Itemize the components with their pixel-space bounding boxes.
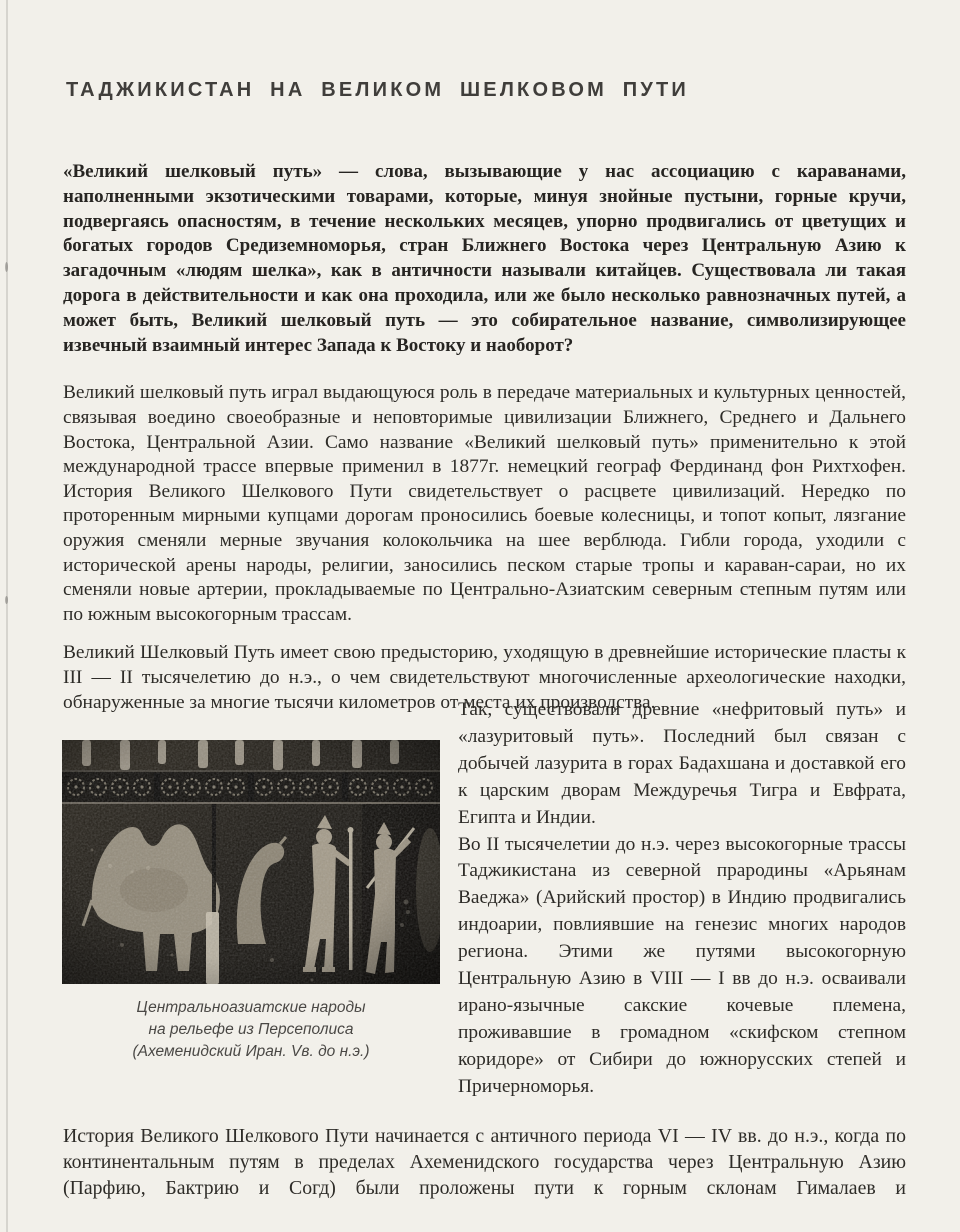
paragraph-intro: «Великий шелковый путь» — слова, вызывающие у нас ассоциацию с караванами, наполненными экзотическими товарами, которые, минуя знойные пустыни, горные кручи, подвергаясь опасностям, в течение нескольких месяцев, упорно продвигались от цветущих и богатых городов Средиземноморья, стран Ближнего Востока через Центральную Азию к загадочным «людям шелка», как в античности называли китайцев. Существовала ли такая дорога в действительности и как она проходила, или же было несколько равнозначных путей, а может быть, Великий шелковый путь — это собирательное название, символизирующее извечный взаимный интерес Запада к Востоку и наоборот? <box>63 161 906 356</box>
text-column-right <box>458 697 906 1101</box>
vignette-overlay <box>62 740 440 984</box>
caption-line: Центральноазиатские народы <box>136 999 366 1016</box>
scan-speck <box>5 262 8 272</box>
paragraph-prehistory: Великий Шелковый Путь имеет свою предысторию, уходящую в древнейшие исторические пласты к III — II тысячелетию до н.э., о чем свидетельствуют многочисленные археологические находки, обнаруженные за многие тысячи километров от места их производства. <box>63 642 906 713</box>
paragraph-jade-lapis: Так, существовали древние «нефритовый путь» и «лазуритовый путь». Последний был связан с добычей лазурита в горах Бадахшана и доставкой его к царским дворам Междуречья Тигра и Евфрата, Египта и Индии. <box>458 699 906 828</box>
caption-line: на рельефе из Персеполиса <box>148 1021 354 1038</box>
paragraph-antique-period: История Великого Шелкового Пути начинается с античного периода VI — IV вв. до н.э., когда по континентальным путям в пределах Ахеменидского государства через Центральную Азию (Парфию, Бактрию и Согд) были проложены пути к горным склонам Гималаев и <box>63 1124 906 1200</box>
scan-edge-artifact <box>6 0 8 1232</box>
persepolis-relief-photo <box>62 740 440 984</box>
paragraph-history: Великий шелковый путь играл выдающуюся роль в передаче материальных и культурных ценностей, связывая воедино своеобразные и неповторимые цивилизации Ближнего, Среднего и Дальнего Востока, Центральной Азии. Само название «Великий шелковый путь» применительно к этой международной трассе впервые применил в 1877г. немецкий географ Фердинанд фон Рихтхофен. История Великого Шелкового Пути свидетельствует о расцвете цивилизаций. Нередко по проторенным мирными купцами дорогам проносились боевые колесницы, и топот копыт, лязгание оружия сменяли мерные звучания колокольчика на шее верблюда. Гибли города, уходили с исторической арены народы, религии, заносились песком старые тропы и караван-сараи, но их сменяли новые артерии, прокладываемые по Центрально-Азиатским северным степным путям или по южным высокогорным трассам. <box>63 382 906 625</box>
caption-line: (Ахеменидский Иран. Vв. до н.э.) <box>132 1043 370 1060</box>
paragraph-second-millennium: Во II тысячелетии до н.э. через высокогорные трассы Таджикистана из северной прародины «Арьянам Ваеджа» (Арийский простор) в Индию продвигались индоарии, повлиявшие на генезис многих народов региона. Этими же путями высокогорную Центральную Азию в VIII — I вв до н.э. осваивали ирано-язычные сакские кочевые племена, проживавшие в громадном «скифском степном коридоре» от Сибири до южнорусских степей и Причерноморья. <box>458 833 906 1097</box>
figure-caption <box>62 997 440 1063</box>
relief-figure <box>62 740 440 1063</box>
scan-speck <box>5 596 8 604</box>
page-title: ТАДЖИКИСТАН НА ВЕЛИКОМ ШЕЛКОВОМ ПУТИ <box>66 79 689 102</box>
